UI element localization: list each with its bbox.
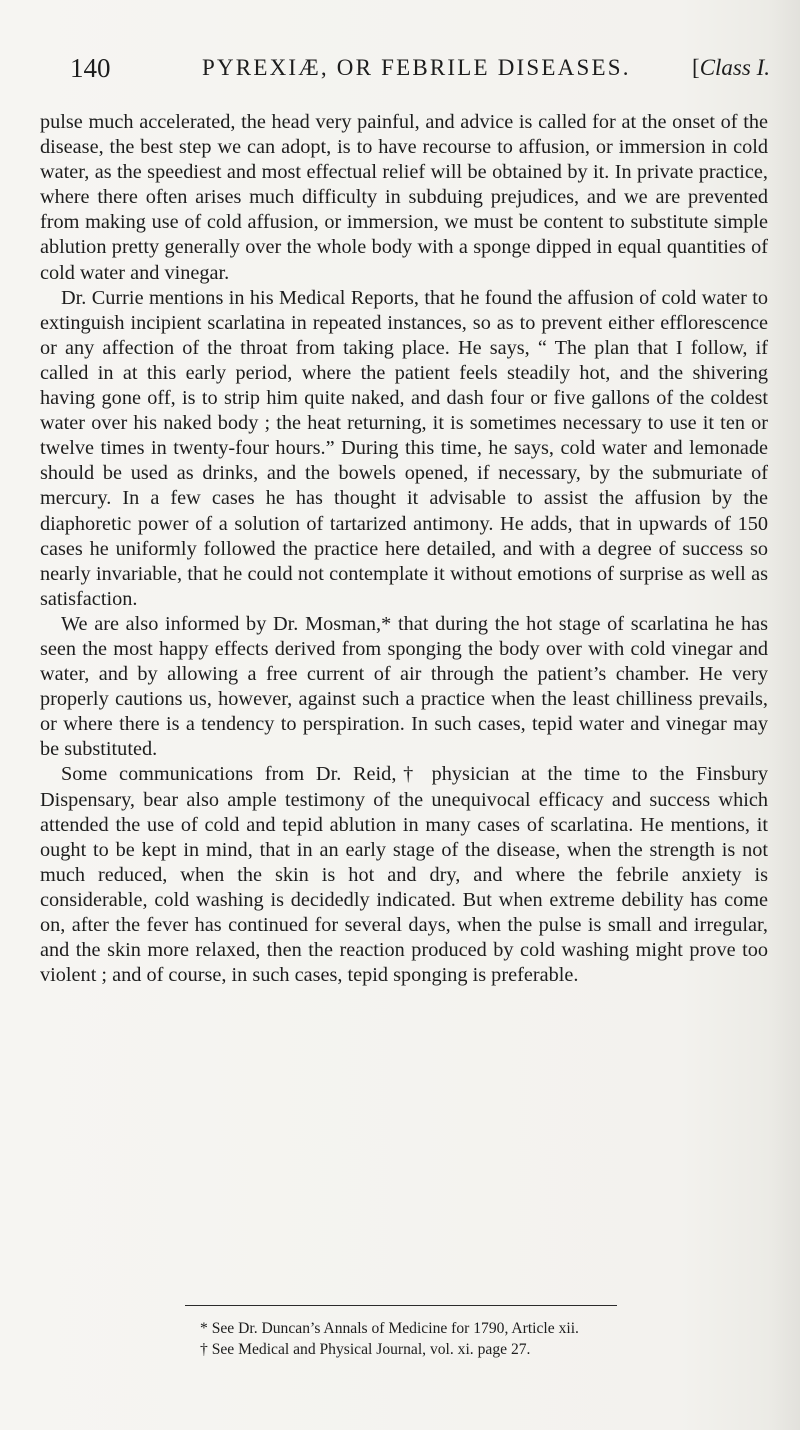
paragraph-3: We are also informed by Dr. Mosman,* that during the hot stage of scarlatina he has seen the most happy effects derived from sponging the body over with cold vinegar and water, and by allowing a free current of air through the patient’s chamber. He very properly cautions us, however, against such a practice when the least chilliness prevails, or where there is a tendency to perspiration. In such cases, tepid water and vinegar may be substituted. bbox=[40, 612, 768, 761]
running-head bbox=[70, 50, 770, 86]
paragraph-4: Some communications from Dr. Reid,† physician at the time to the Finsbury Dispensary, bear also ample testimony of the unequivocal efficacy and success which attended the use of cold and tepid ablution in many cases of scarlatina. He mentions, it ought to be kept in mind, that in an early stage of the disease, when the strength is not much reduced, when the skin is hot and dry, and where the febrile anxiety is considerable, cold washing is decidedly indicated. But when extreme debility has come on, after the fever has continued for several days, when the pulse is small and irregular, and the skin more relaxed, then the reaction produced by cold washing might prove too violent ; and of course, in such cases, tepid sponging is preferable. bbox=[40, 763, 768, 987]
page-number: 140 bbox=[70, 53, 111, 83]
class-bracket: [ bbox=[692, 55, 700, 80]
paragraph-2: Dr. Currie mentions in his Medical Reports, that he found the affusion of cold water to extinguish incipient scarlatina in repeated instances, so as to prevent either efflorescence or any affection of the throat from taking place. He says, “ The plan that I follow, if called in at this early period, where the patient feels steadily hot, and the shivering having gone off, is to strip him quite naked, and dash four or five gallons of the coldest water over his naked body ; the heat returning, it is sometimes necessary to use it ten or twelve times in twenty-four hours.” During this time, he says, cold water and lemonade should be used as drinks, and the bowels opened, if necessary, by the submuriate of mercury. In a few cases he has thought it advisable to assist the affusion by the diaphoretic power of a solution of tartarized antimony. He adds, that in upwards of 150 cases he uniformly followed the practice here detailed, and with a degree of success so nearly invariable, that he could not contemplate it without emotions of surprise as well as satisfaction. bbox=[40, 286, 768, 610]
class-label-text: Class I. bbox=[699, 55, 770, 80]
footnote-divider bbox=[185, 1305, 617, 1306]
footnote-1: * See Dr. Duncan’s Annals of Medicine for 1790, Article xii. bbox=[200, 1320, 579, 1337]
body-text bbox=[40, 110, 768, 988]
footnotes bbox=[200, 1318, 760, 1360]
chapter-title: PYREXIÆ, OR FEBRILE DISEASES. bbox=[202, 55, 631, 80]
paragraph-1: pulse much accelerated, the head very painful, and advice is called for at the onset of the disease, the best step we can adopt, is to have recourse to affusion, or immersion in cold water, as the speediest and most effectual relief will be obtained by it. In private practice, where there often arises much difficulty in subduing prejudices, and we are prevented from making use of cold affusion, or immersion, we must be content to substitute simple ablution pretty generally over the whole body with a sponge dipped in equal quantities of cold water and vinegar. bbox=[40, 111, 768, 284]
footnote-2: † See Medical and Physical Journal, vol. xi. page 27. bbox=[200, 1341, 531, 1358]
class-label bbox=[692, 50, 770, 86]
